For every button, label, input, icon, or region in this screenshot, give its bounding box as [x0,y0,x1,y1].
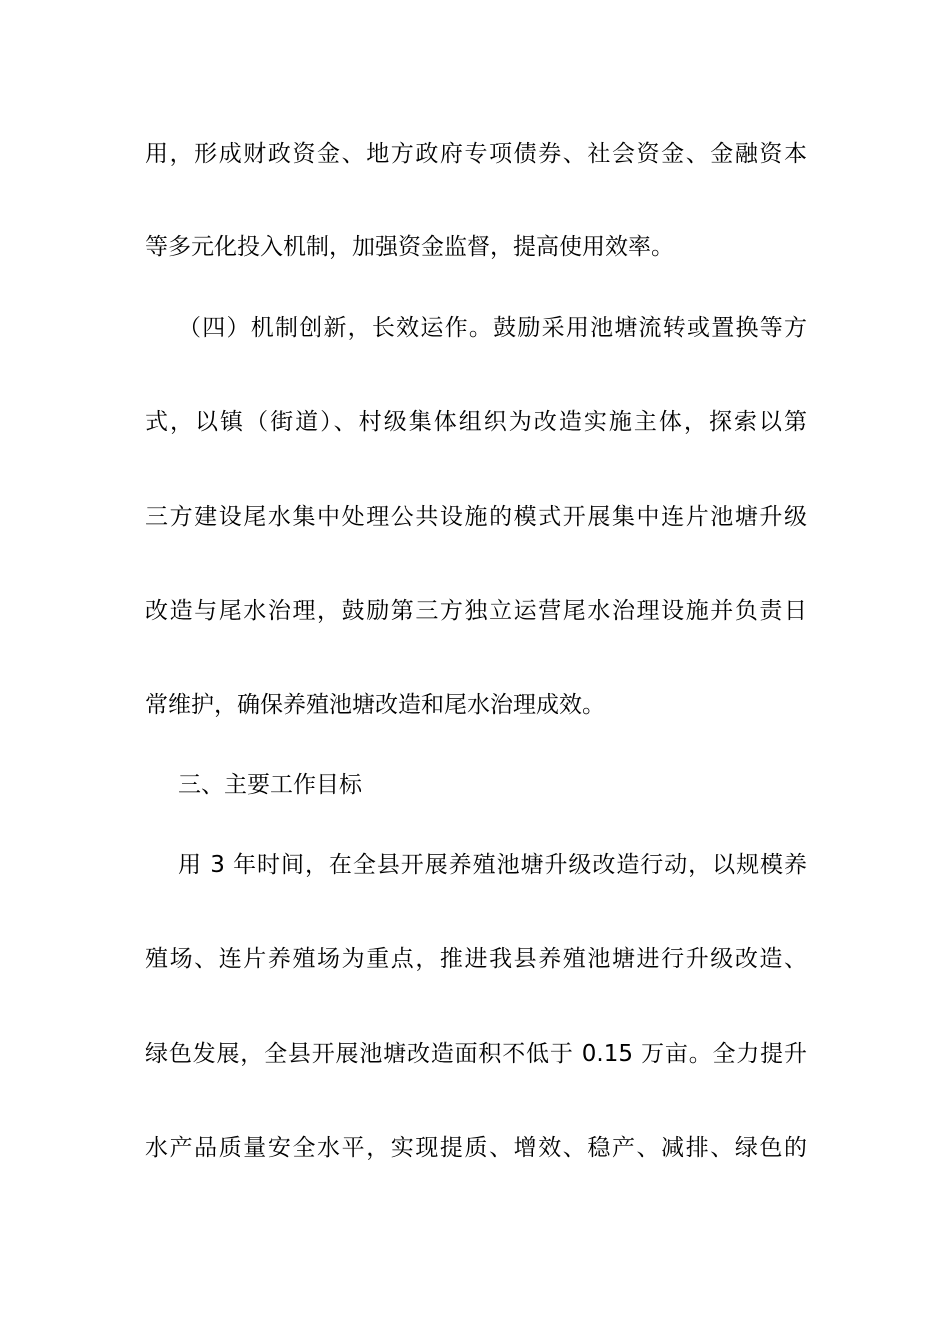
text-line: 绿色发展，全县开展池塘改造面积不低于 0.15 万亩。全力提升 [145,1041,807,1067]
text-line: 用，形成财政资金、地方政府专项债券、社会资金、金融资本 [145,141,807,167]
text-line: 常维护，确保养殖池塘改造和尾水治理成效。 [145,692,605,718]
section-heading: 三、主要工作目标 [178,772,362,798]
text-line: 水产品质量安全水平，实现提质、增效、稳产、减排、绿色的 [145,1135,807,1161]
text-line: 改造与尾水治理，鼓励第三方独立运营尾水治理设施并负责日 [145,598,807,624]
text-line: 等多元化投入机制，加强资金监督，提高使用效率。 [145,234,674,260]
section-heading-line: （四）机制创新，长效运作。鼓励采用池塘流转或置换等方 [178,315,807,341]
text-line: 殖场、连片养殖场为重点，推进我县养殖池塘进行升级改造、 [145,946,807,972]
text-line: 用 3 年时间，在全县开展养殖池塘升级改造行动，以规模养 [178,852,807,878]
text-line: 式，以镇（街道）、村级集体组织为改造实施主体，探索以第 [145,409,807,435]
text-line: 三方建设尾水集中处理公共设施的模式开展集中连片池塘升级 [145,504,807,530]
